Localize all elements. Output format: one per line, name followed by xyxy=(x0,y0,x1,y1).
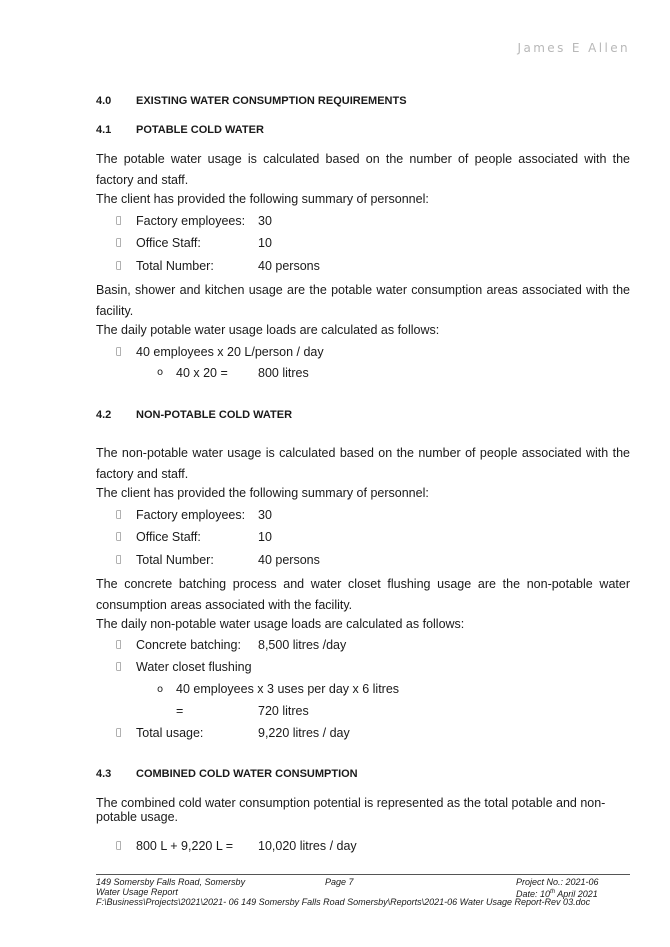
list-item-value: 40 persons xyxy=(258,259,320,273)
paragraph: The concrete batching process and water closet flushing usage are the non-potable water consumption areas associated with the facility. xyxy=(96,577,630,612)
bullet-icon xyxy=(116,728,121,738)
footer-date-suffix: April 2021 xyxy=(555,889,598,899)
bullet-icon xyxy=(116,347,121,357)
list-item-label: Water closet flushing xyxy=(136,660,252,674)
bullet-icon xyxy=(116,216,121,226)
list-item-value: 30 xyxy=(258,214,272,228)
calc-value: 800 litres xyxy=(258,366,309,380)
section-number: 4.0 xyxy=(96,95,112,107)
section-title: POTABLE COLD WATER xyxy=(136,124,264,136)
list-item-label: Total Number: xyxy=(136,553,214,567)
bullet-icon xyxy=(116,555,121,565)
calc-label: 40 employees x 3 uses per day x 6 litres xyxy=(176,682,400,696)
paragraph: The daily potable water usage loads are calculated as follows: xyxy=(96,323,440,337)
calc-label: 800 L + 9,220 L = xyxy=(136,839,234,853)
page-number: Page 7 xyxy=(325,877,354,887)
footer-path: F:\Business\Projects\2021\2021- 06 149 Somersby Falls Road Somersby\Reports\2021-06 Water Usage Report-Rev 03.doc xyxy=(96,897,591,907)
list-item-value: 10 xyxy=(258,530,272,544)
calc-equals: = xyxy=(176,704,184,718)
footer-date-sup: th xyxy=(550,889,556,895)
section-number: 4.3 xyxy=(96,768,112,780)
sub-bullet-icon: o xyxy=(157,367,164,378)
list-item-value: 10 xyxy=(258,236,272,250)
footer-date-prefix: Date: 10 xyxy=(516,889,551,899)
calc-label: 40 x 20 = xyxy=(176,366,228,380)
paragraph: The combined cold water consumption potential is represented as the total potable and non-potable usage. xyxy=(96,796,606,824)
list-item-value: 30 xyxy=(258,508,272,522)
footer-date xyxy=(516,887,598,899)
list-item-label: 40 employees x 20 L/person / day xyxy=(136,345,324,359)
section-title: COMBINED COLD WATER CONSUMPTION xyxy=(136,768,358,780)
list-item-label: Total Number: xyxy=(136,259,214,273)
section-number: 4.2 xyxy=(96,409,112,421)
list-item-label: Total usage: xyxy=(136,726,204,740)
bullet-icon xyxy=(116,640,121,650)
calc-value: 720 litres xyxy=(258,704,309,718)
section-title: NON-POTABLE COLD WATER xyxy=(136,409,293,421)
calc-value: 10,020 litres / day xyxy=(258,839,357,853)
paragraph: The potable water usage is calculated based on the number of people associated with the factory and staff. xyxy=(96,152,630,187)
bullet-icon xyxy=(116,662,121,672)
bullet-icon xyxy=(116,261,121,271)
bullet-icon xyxy=(116,841,121,851)
footer-address: 149 Somersby Falls Road, Somersby xyxy=(96,877,246,887)
bullet-icon xyxy=(116,510,121,520)
list-item-label: Factory employees: xyxy=(136,508,246,522)
paragraph: The client has provided the following summary of personnel: xyxy=(96,192,429,206)
paragraph: Basin, shower and kitchen usage are the potable water consumption areas associated with the facility. xyxy=(96,283,630,318)
list-item-label: Office Staff: xyxy=(136,236,201,250)
list-item-value: 9,220 litres / day xyxy=(258,726,350,740)
footer-project: Project No.: 2021-06 xyxy=(516,877,599,887)
list-item-label: Office Staff: xyxy=(136,530,201,544)
list-item-value: 8,500 litres /day xyxy=(258,638,347,652)
list-item-value: 40 persons xyxy=(258,553,320,567)
paragraph: The client has provided the following summary of personnel: xyxy=(96,486,429,500)
paragraph: The non-potable water usage is calculated based on the number of people associated with the factory and staff. xyxy=(96,446,630,481)
bullet-icon xyxy=(116,238,121,248)
footer-report: Water Usage Report xyxy=(96,887,178,897)
sub-bullet-icon: o xyxy=(157,684,164,695)
list-item-label: Concrete batching: xyxy=(136,638,241,652)
bullet-icon xyxy=(116,532,121,542)
footer-divider xyxy=(96,874,630,875)
section-number: 4.1 xyxy=(96,124,112,136)
section-title: EXISTING WATER CONSUMPTION REQUIREMENTS xyxy=(136,95,407,107)
company-logo: James E Allen xyxy=(517,41,630,55)
list-item-label: Factory employees: xyxy=(136,214,246,228)
paragraph: The daily non-potable water usage loads are calculated as follows: xyxy=(96,617,465,631)
